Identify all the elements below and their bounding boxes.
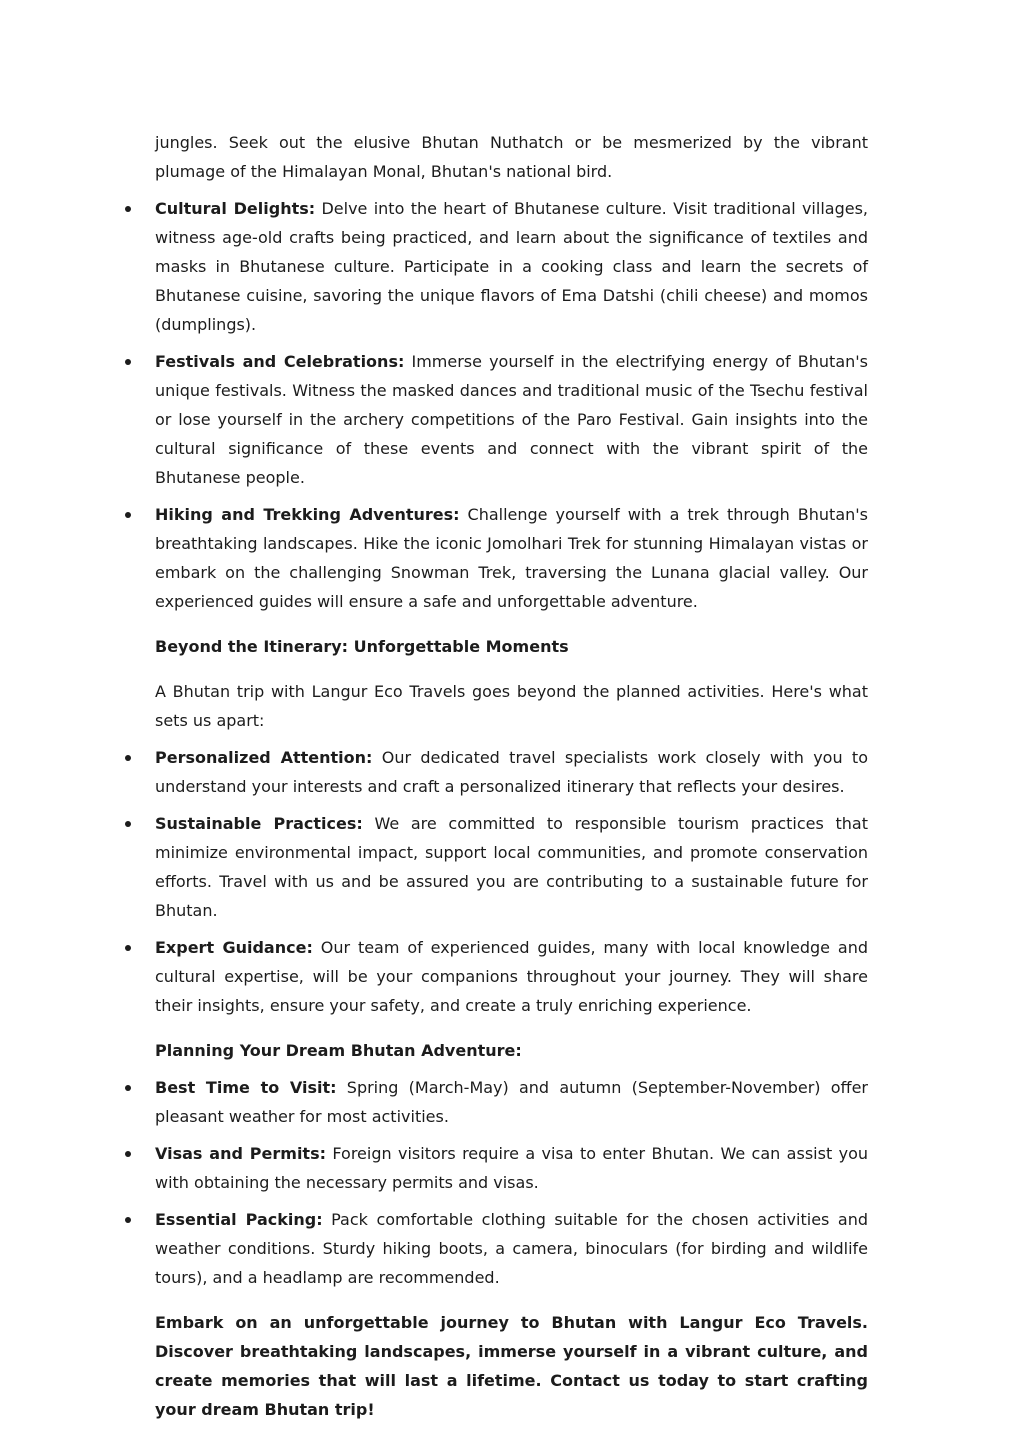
list-item-cultural-delights — [155, 194, 868, 339]
list-item-text: Our team of experienced guides, many with local knowledge and cultural expertise, will be your companions throughout your journey. They will share their insights, ensure your safety, and create a truly enriching experience. — [155, 938, 869, 1015]
planning-list — [155, 1073, 868, 1292]
list-item-title: Sustainable Practices: — [155, 814, 363, 833]
list-item-text: Immerse yourself in the electrifying energy of Bhutan's unique festivals. Witness the masked dances and traditional music of the Tsechu festival or lose yourself in the archery competitions of the Paro Festival. Gain insights into the cultural significance of these events and connect with the vibrant spirit of the Bhutanese people. — [155, 352, 869, 487]
list-item-text: Pack comfortable clothing suitable for the chosen activities and weather conditions. Sturdy hiking boots, a camera, binoculars (for birding and wildlife tours), and a headlamp are recommended. — [155, 1210, 868, 1287]
list-item-title: Essential Packing: — [155, 1210, 323, 1229]
list-item-hiking — [155, 500, 868, 616]
document-page — [155, 128, 868, 1424]
list-item-personalized-attention — [155, 743, 868, 801]
list-item-title: Cultural Delights: — [155, 199, 316, 218]
list-item-text: Spring (March-May) and autumn (September-November) offer pleasant weather for most activities. — [155, 1078, 868, 1126]
heading-planning: Planning Your Dream Bhutan Adventure: — [155, 1041, 522, 1060]
list-item-sustainable-practices — [155, 809, 868, 925]
activities-list — [155, 194, 868, 616]
list-item-text: We are committed to responsible tourism practices that minimize environmental impact, support local communities, and promote conservation efforts. Travel with us and be assured you are contributing to a sustainable future for Bhutan. — [155, 814, 868, 920]
list-item-title: Personalized Attention: — [155, 748, 373, 767]
list-item-title: Expert Guidance: — [155, 938, 313, 957]
list-item-festivals — [155, 347, 868, 492]
list-item-text: Our dedicated travel specialists work closely with you to understand your interests and craft a personalized itinerary that reflects your desires. — [155, 748, 868, 796]
list-item-text: Delve into the heart of Bhutanese culture. Visit traditional villages, witness age-old crafts being practiced, and learn about the significance of textiles and masks in Bhutanese culture. Participate in a cooking class and learn the secrets of Bhutanese cuisine, savoring the unique flavors of Ema Datshi (chili cheese) and momos (dumplings). — [155, 199, 868, 334]
list-item-text: Foreign visitors require a visa to enter Bhutan. We can assist you with obtaining the necessary permits and visas. — [155, 1144, 869, 1192]
list-item-best-time — [155, 1073, 868, 1131]
closing-paragraph: Embark on an unforgettable journey to Bhutan with Langur Eco Travels. Discover breathtaking landscapes, immerse yourself in a vibrant culture, and create memories that will last a lifetime. Contact us today to start crafting your dream Bhutan trip! — [155, 1313, 868, 1419]
list-item-title: Visas and Permits: — [155, 1144, 327, 1163]
list-item-title: Festivals and Celebrations: — [155, 352, 405, 371]
list-item-expert-guidance — [155, 933, 868, 1020]
list-item-visas-permits — [155, 1139, 868, 1197]
differentiators-list — [155, 743, 868, 1020]
list-item-title: Hiking and Trekking Adventures: — [155, 505, 460, 524]
paragraph-beyond: A Bhutan trip with Langur Eco Travels goes beyond the planned activities. Here's what sets us apart: — [155, 682, 868, 730]
list-item-title: Best Time to Visit: — [155, 1078, 337, 1097]
list-item-text: Challenge yourself with a trek through Bhutan's breathtaking landscapes. Hike the iconic Jomolhari Trek for stunning Himalayan vistas or embark on the challenging Snowman Trek, traversing the Lunana glacial valley. Our experienced guides will ensure a safe and unforgettable adventure. — [155, 505, 868, 611]
list-item-essential-packing — [155, 1205, 868, 1292]
intro-continuation: jungles. Seek out the elusive Bhutan Nuthatch or be mesmerized by the vibrant plumage of the Himalayan Monal, Bhutan's national bird. — [155, 133, 868, 181]
heading-beyond-itinerary: Beyond the Itinerary: Unforgettable Moments — [155, 637, 569, 656]
